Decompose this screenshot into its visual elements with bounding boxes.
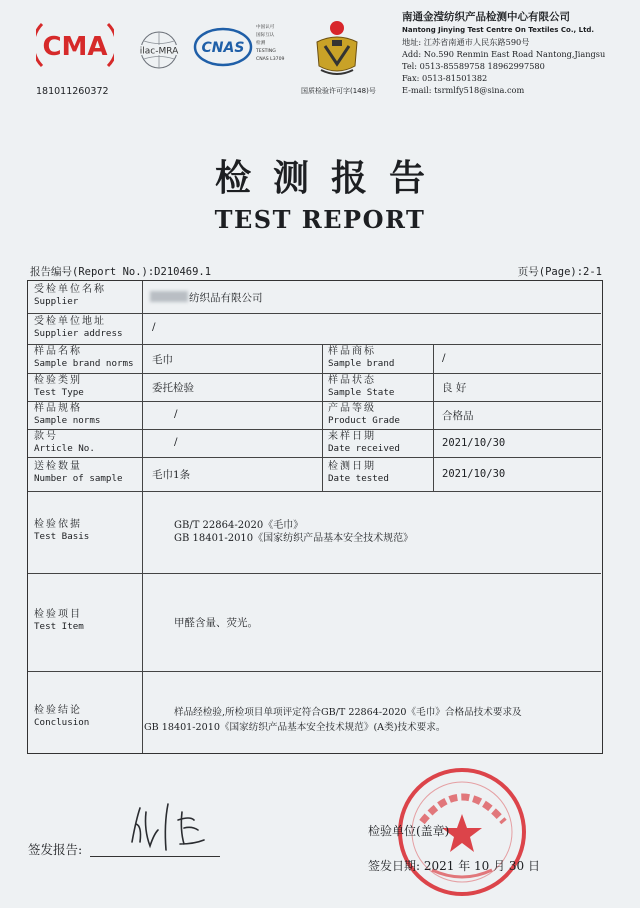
sample-state-value: 良 好 <box>442 382 467 394</box>
sample-norms-label: 样品规格 Sample norms <box>34 403 101 426</box>
page-number: 页号(Page):2-1 <box>517 266 602 278</box>
product-grade-value: 合格品 <box>442 410 474 422</box>
emblem-caption: 国质检验许可字(148)号 <box>301 87 376 95</box>
test-type-label: 检验类别 Test Type <box>34 375 84 398</box>
cma-number: 181011260372 <box>36 86 109 97</box>
supplier-address-value: / <box>152 321 156 333</box>
org-fax: Fax: 0513-81501382 <box>402 73 488 83</box>
cnas-text: CNAS <box>201 40 245 56</box>
cnas-logo <box>193 26 253 68</box>
test-type-value: 委托检验 <box>152 382 194 394</box>
org-email: E-mail: tsrmlfy518@sina.com <box>402 85 525 95</box>
issue-date: 签发日期: 2021 年 10 月 30 日 <box>368 859 541 873</box>
org-name-cn: 南通金滢纺织产品检测中心有限公司 <box>402 11 570 23</box>
report-table <box>27 280 603 754</box>
sample-name-value: 毛巾 <box>152 354 173 366</box>
org-tel: Tel: 0513-85589758 18962997580 <box>402 61 545 71</box>
conclusion-label: 检验结论 Conclusion <box>34 705 90 728</box>
sample-norms-value: / <box>174 408 178 420</box>
conclusion-value: 样品经检验,所检项目单项评定符合GB/T 22864-2020《毛巾》合格品技术要求及 GB 18401-2010《国家纺织产品基本安全技术规范》(A类)技术要求。 <box>144 707 522 733</box>
test-basis-value: GB/T 22864-2020《毛巾》 GB 18401-2010《国家纺织产品基本安全技术规范》 <box>174 520 414 544</box>
ilac-mra-logo <box>128 30 190 70</box>
quality-inspection-emblem-icon <box>311 18 363 80</box>
sample-count-value: 毛巾1条 <box>152 469 191 481</box>
report-number: 报告编号(Report No.):D210469.1 <box>30 266 212 278</box>
signature-label: 签发报告: <box>28 842 83 857</box>
article-no-label: 款号 Article No. <box>34 431 95 454</box>
test-item-label: 检验项目 Test Item <box>34 609 84 632</box>
sample-brand-label: 样品商标 Sample brand <box>328 346 395 369</box>
org-address-cn: 地址: 江苏省南通市人民东路590号 <box>402 37 530 47</box>
org-name-en: Nantong Jinying Test Centre On Textiles Co., Ltd. <box>402 26 595 34</box>
supplier-value: 纺织品有限公司 <box>150 290 263 305</box>
date-tested-value: 2021/10/30 <box>442 468 506 480</box>
report-title-cn: 检测报告 <box>214 157 447 199</box>
test-item-value: 甲醛含量、荧光。 <box>174 617 258 629</box>
sample-count-label: 送检数量 Number of sample <box>34 461 123 484</box>
date-received-value: 2021/10/30 <box>442 437 506 449</box>
report-title-en: TEST REPORT <box>214 205 426 234</box>
supplier-address-label: 受检单位地址 Supplier address <box>34 316 123 339</box>
organization-info <box>402 10 638 96</box>
sample-brand-value: / <box>442 352 446 364</box>
cma-logo <box>36 22 114 68</box>
signature-line <box>90 856 220 857</box>
handwritten-signature-icon <box>120 790 230 856</box>
ilac-text: ilac-MRA <box>139 46 179 57</box>
sample-name-label: 样品名称 Sample brand norms <box>34 346 134 369</box>
redacted-name <box>150 291 188 302</box>
sample-state-label: 样品状态 Sample State <box>328 375 395 398</box>
article-no-value: / <box>174 436 178 448</box>
org-address-en: Add: No.590 Renmin East Road Nantong,Jiangsu <box>402 49 606 59</box>
date-tested-label: 检测日期 Date tested <box>328 461 389 484</box>
test-basis-label: 检验依据 Test Basis <box>34 519 90 542</box>
date-received-label: 来样日期 Date received <box>328 431 400 454</box>
product-grade-label: 产品等级 Product Grade <box>328 403 400 426</box>
supplier-label: 受检单位名称 Supplier <box>34 284 106 307</box>
cnas-side-text: 中国认可 国际互认 检测 TESTING CNAS L3709 <box>256 25 285 62</box>
cma-logo-text: CMA <box>42 32 108 62</box>
inspection-unit-label: 检验单位(盖章) <box>368 824 450 838</box>
